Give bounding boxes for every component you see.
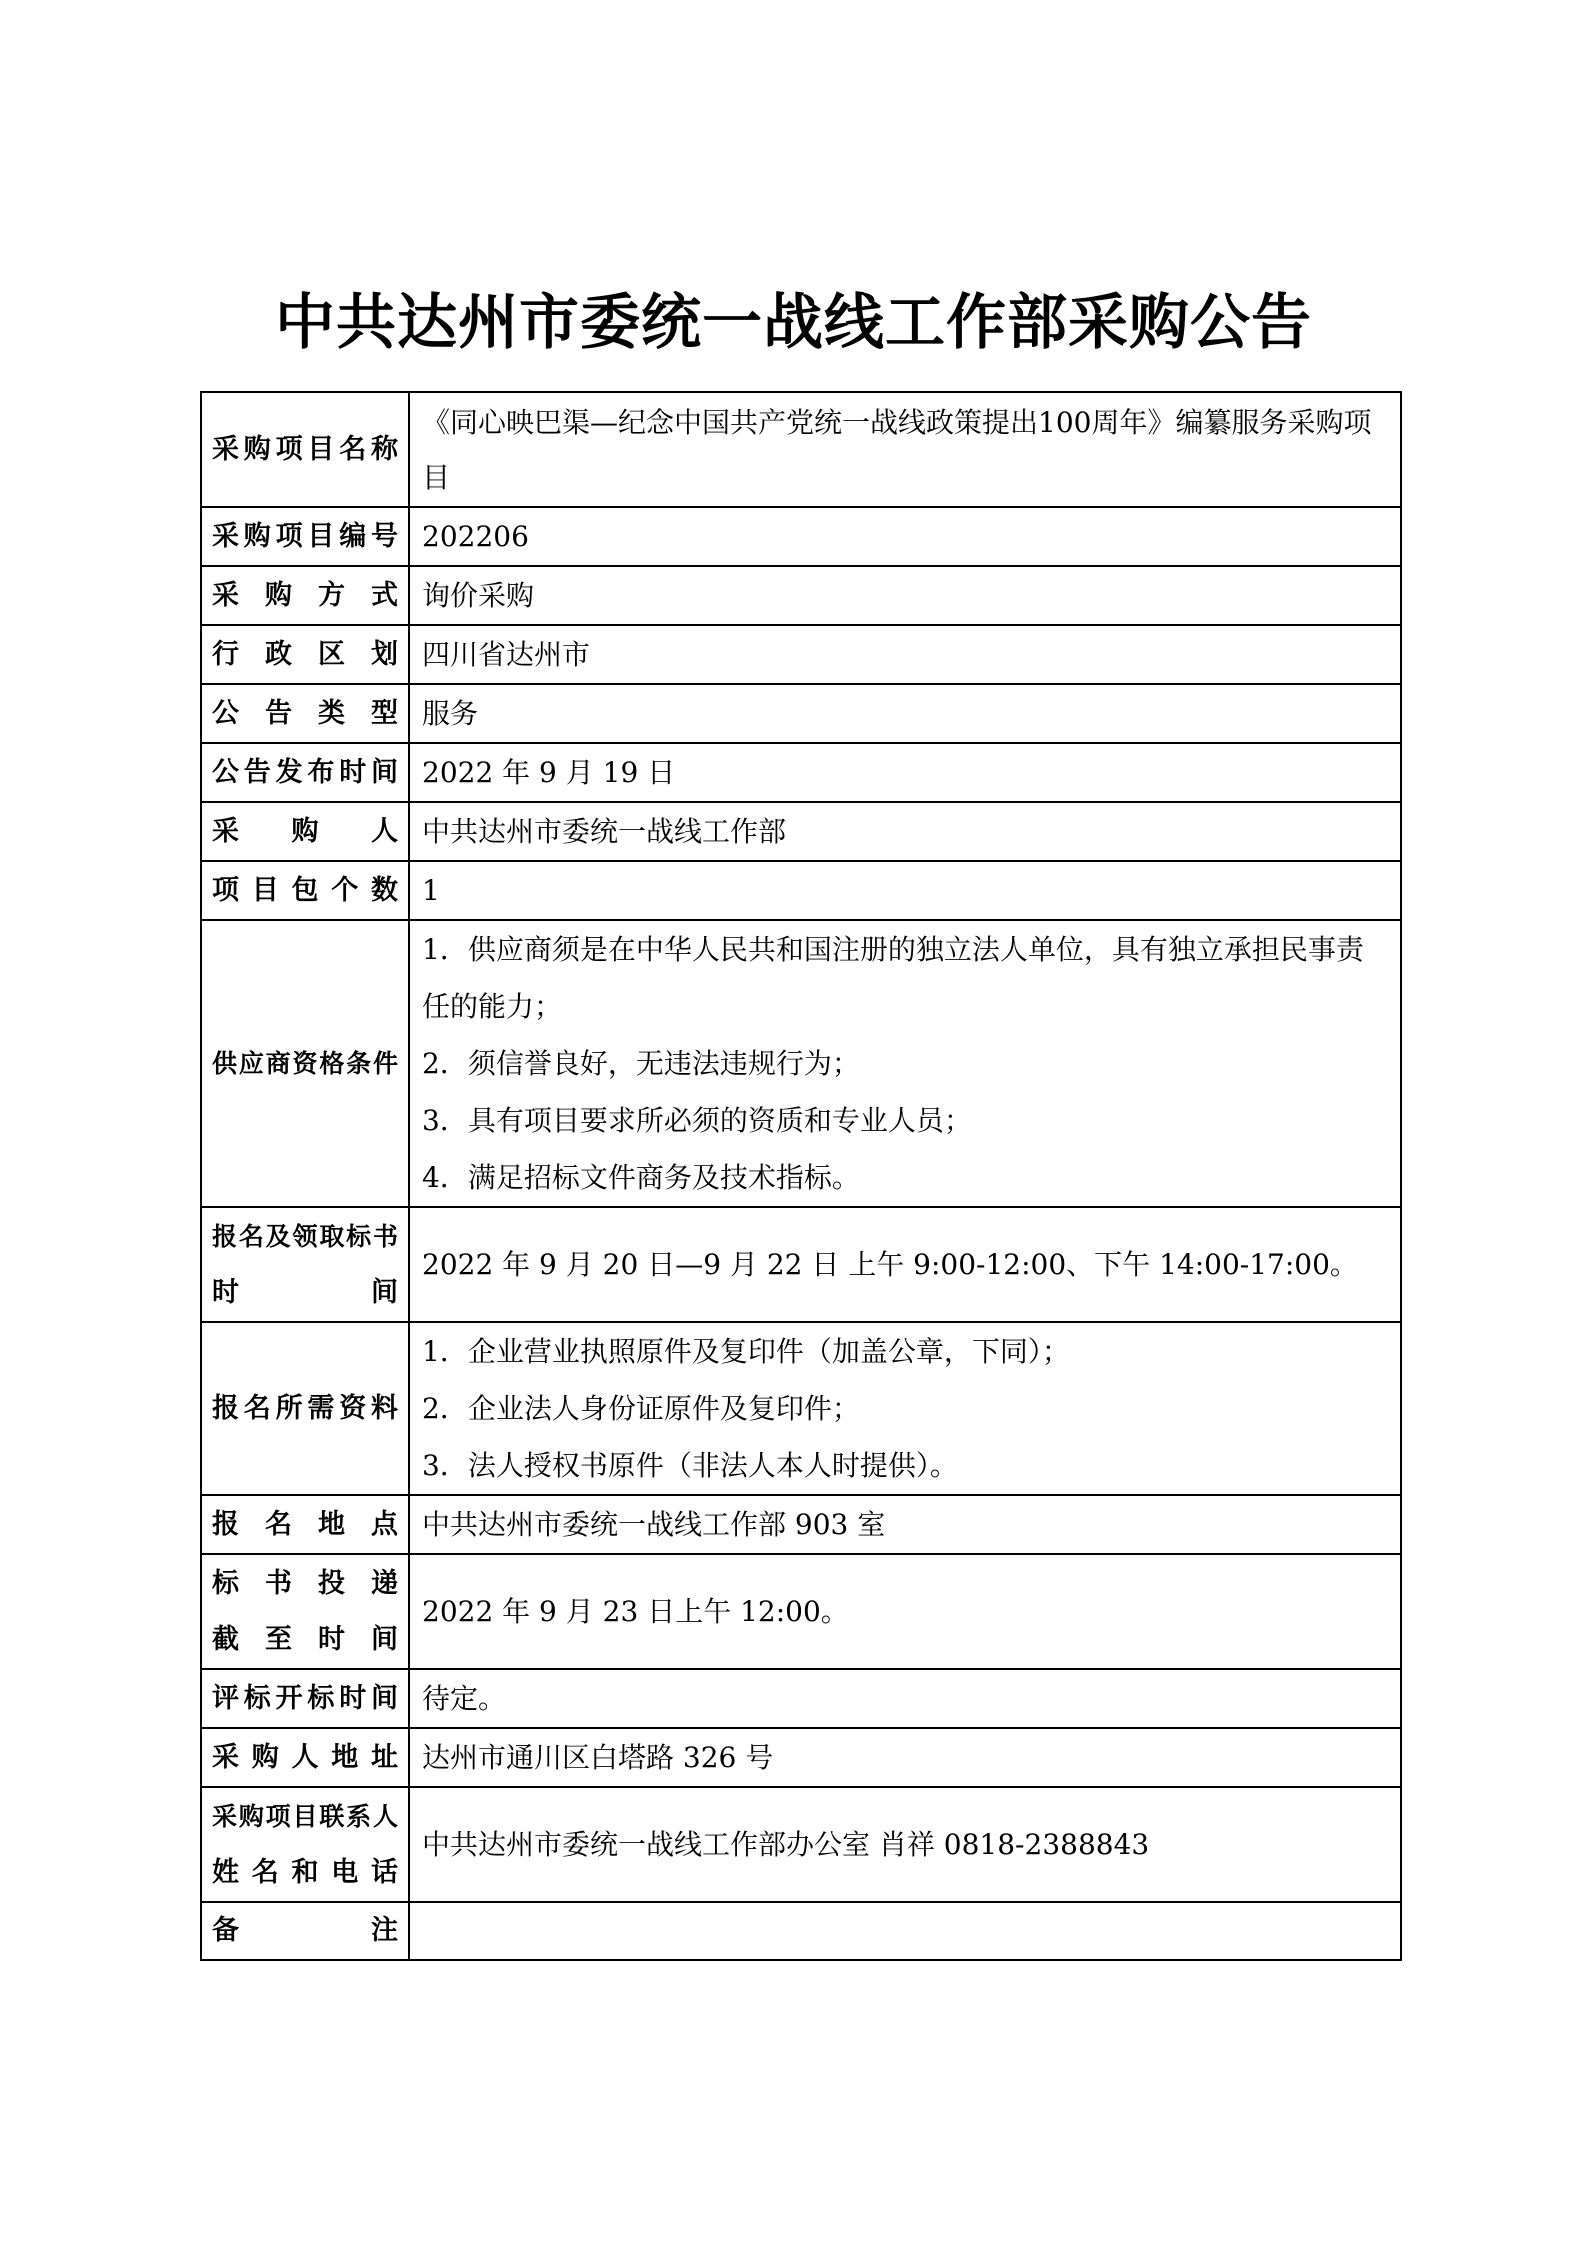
table-row [201, 802, 1401, 861]
table-row [201, 566, 1401, 625]
row-label: 行 政 区 划 [201, 625, 409, 684]
row-label: 评标开标时间 [201, 1669, 409, 1728]
row-label: 供应商资格条件 [201, 920, 409, 1207]
table-row [201, 507, 1401, 566]
row-value: 2022 年 9 月 23 日上午 12:00。 [409, 1554, 1401, 1669]
row-label: 项目包个数 [201, 861, 409, 920]
table-row [201, 1322, 1401, 1495]
table-row [201, 1495, 1401, 1554]
table-row [201, 1207, 1401, 1322]
row-value: 中共达州市委统一战线工作部 903 室 [409, 1495, 1401, 1554]
row-label: 报名及领取标书 时 间 [201, 1207, 409, 1322]
row-value: 《同心映巴渠—纪念中国共产党统一战线政策提出100周年》编纂服务采购项目 [409, 392, 1401, 507]
row-label: 采购项目名称 [201, 392, 409, 507]
table-row [201, 392, 1401, 507]
document-title: 中共达州市委统一战线工作部采购公告 [275, 288, 1312, 358]
row-value: 中共达州市委统一战线工作部办公室 肖祥 0818-2388843 [409, 1787, 1401, 1902]
row-value: 1．供应商须是在中华人民共和国注册的独立法人单位，具有独立承担民事责任的能力； 2．须信誉良好，无违法违规行为； 3．具有项目要求所必须的资质和专业人员； 4．满足招标文件商务及技术指标。 [409, 920, 1401, 1207]
row-label: 报名所需资料 [201, 1322, 409, 1495]
row-value: 2022 年 9 月 20 日—9 月 22 日 上午 9:00-12:00、下午 14:00-17:00。 [409, 1207, 1401, 1322]
row-label: 备 注 [201, 1902, 409, 1960]
row-value: 待定。 [409, 1669, 1401, 1728]
row-value: 1．企业营业执照原件及复印件（加盖公章，下同）； 2．企业法人身份证原件及复印件； 3．法人授权书原件（非法人本人时提供）。 [409, 1322, 1401, 1495]
row-label: 采 购 方 式 [201, 566, 409, 625]
row-label: 采购人地址 [201, 1728, 409, 1787]
row-label: 公 告 类 型 [201, 684, 409, 743]
table-row [201, 920, 1401, 1207]
row-value [409, 1902, 1401, 1960]
table-row [201, 1554, 1401, 1669]
procurement-info-table [200, 391, 1402, 1961]
row-label: 采 购 人 [201, 802, 409, 861]
row-value: 询价采购 [409, 566, 1401, 625]
table-row [201, 861, 1401, 920]
row-value: 2022 年 9 月 19 日 [409, 743, 1401, 802]
row-value: 中共达州市委统一战线工作部 [409, 802, 1401, 861]
row-value: 服务 [409, 684, 1401, 743]
row-value: 202206 [409, 507, 1401, 566]
table-row [201, 684, 1401, 743]
table-row [201, 625, 1401, 684]
table-row [201, 743, 1401, 802]
table-row [201, 1728, 1401, 1787]
table-row [201, 1787, 1401, 1902]
row-value: 1 [409, 861, 1401, 920]
row-label: 报 名 地 点 [201, 1495, 409, 1554]
row-label: 采购项目编号 [201, 507, 409, 566]
row-value: 达州市通川区白塔路 326 号 [409, 1728, 1401, 1787]
row-label: 采购项目联系人 姓 名 和 电 话 [201, 1787, 409, 1902]
table-row [201, 1902, 1401, 1960]
row-value: 四川省达州市 [409, 625, 1401, 684]
row-label: 标 书 投 递 截 至 时 间 [201, 1554, 409, 1669]
row-label: 公告发布时间 [201, 743, 409, 802]
table-row [201, 1669, 1401, 1728]
